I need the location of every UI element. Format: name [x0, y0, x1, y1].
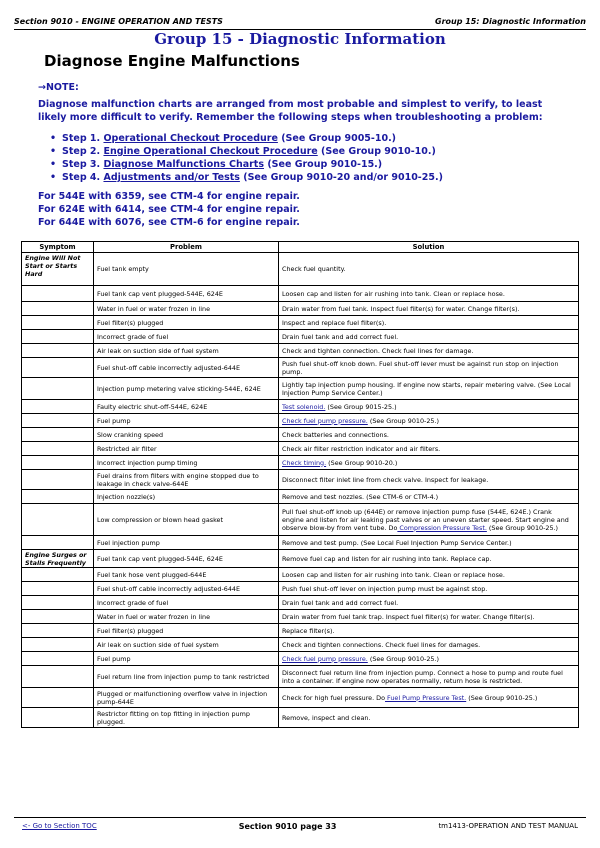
problem-cell: Fuel pump: [94, 414, 279, 428]
solution-cell: Check batteries and connections.: [279, 428, 579, 442]
solution-link[interactable]: Test solenoid.: [282, 402, 326, 411]
table-row: [22, 610, 579, 624]
solution-cell: [279, 414, 579, 428]
problem-cell: Air leak on suction side of fuel system: [94, 638, 279, 652]
step-ref: (See Group 9010-10.): [317, 146, 436, 157]
page-number: Section 9010 page 33: [238, 822, 337, 831]
header-solution: Solution: [279, 242, 579, 253]
header-symptom: Symptom: [22, 242, 94, 253]
toc-link[interactable]: <- Go to Section TOC: [22, 822, 97, 830]
symptom-cell: [22, 286, 94, 302]
solution-cell: [279, 688, 579, 708]
symptom-cell: [22, 688, 94, 708]
symptom-cell: [22, 470, 94, 490]
problem-cell: Fuel drains from filters with engine stopped due to leakage in check valve-644E: [94, 470, 279, 490]
table-row: [22, 400, 579, 414]
solution-ref: (See Group 9010-20.): [326, 458, 398, 467]
step-item: [50, 171, 443, 184]
symptom-cell: [22, 708, 94, 728]
problem-cell: Restrictor fitting on top fitting in injection pump plugged.: [94, 708, 279, 728]
solution-cell: Remove and test pump. (See Local Fuel Injection Pump Service Center.): [279, 536, 579, 550]
step-ref: (See Group 9010-20 and/or 9010-25.): [239, 172, 443, 183]
table-row: [22, 428, 579, 442]
solution-cell: Loosen cap and listen for air rushing into tank. Clean or replace hose.: [279, 568, 579, 582]
solution-cell: Check and tighten connection. Check fuel lines for damage.: [279, 344, 579, 358]
symptom-cell: [22, 378, 94, 400]
table-row: [22, 708, 579, 728]
solution-cell: Lightly tap injection pump housing. If engine now starts, repair metering valve. (See Local Injection Pump Service Center.): [279, 378, 579, 400]
problem-cell: Fuel tank cap vent plugged-544E, 624E: [94, 550, 279, 568]
ctm-line: For 624E with 6414, see CTM-4 for engine repair.: [38, 204, 300, 215]
solution-cell: Remove and test nozzles. (See CTM-6 or CTM-4.): [279, 490, 579, 504]
solution-text: Pull fuel shut-off knob up (644E) or remove injection pump fuse (544E, 624E.) Crank engine and listen for air leaking past valves or an uneven starter speed. Start engine and observe blow-by from vent tube. Do: [282, 507, 569, 532]
symptom-cell: [22, 330, 94, 344]
page-title: Diagnose Engine Malfunctions: [44, 52, 300, 70]
solution-cell: Check air filter restriction indicator and air filters.: [279, 442, 579, 456]
table-row: [22, 330, 579, 344]
problem-cell: Injection nozzle(s): [94, 490, 279, 504]
problem-cell: Fuel tank cap vent plugged-544E, 624E: [94, 286, 279, 302]
manual-name: tm1413-OPERATION AND TEST MANUAL: [438, 822, 578, 830]
problem-cell: Injection pump metering valve sticking-544E, 624E: [94, 378, 279, 400]
solution-cell: [279, 400, 579, 414]
solution-cell: Check fuel quantity.: [279, 253, 579, 286]
problem-cell: Fuel filter(s) plugged: [94, 316, 279, 330]
symptom-cell: [22, 358, 94, 378]
steps-list: [50, 132, 443, 184]
table-row: [22, 286, 579, 302]
step-link[interactable]: Diagnose Malfunctions Charts: [103, 159, 265, 170]
solution-link[interactable]: Fuel Pump Pressure Test.: [385, 693, 467, 702]
solution-cell: Push fuel shut-off lever on injection pump must be against stop.: [279, 582, 579, 596]
solution-cell: Drain fuel tank and add correct fuel.: [279, 596, 579, 610]
solution-text: Check for high fuel pressure. Do: [282, 693, 386, 702]
solution-link[interactable]: Check fuel pump pressure.: [282, 416, 368, 425]
symptom-cell: [22, 400, 94, 414]
table-row: [22, 302, 579, 316]
solution-ref: (See Group 9010-25.): [486, 523, 559, 532]
ctm-line: For 644E with 6076, see CTM-6 for engine repair.: [38, 217, 300, 228]
group-title: Group 15 - Diagnostic Information: [154, 30, 446, 48]
diagnostic-table: [21, 241, 579, 728]
solution-cell: Inspect and replace fuel filter(s).: [279, 316, 579, 330]
symptom-cell: [22, 414, 94, 428]
table-row: [22, 624, 579, 638]
footer-divider: [14, 817, 586, 818]
symptom-cell: [22, 638, 94, 652]
symptom-cell: [22, 652, 94, 666]
step-prefix: Step 2.: [62, 146, 104, 157]
table-row: [22, 688, 579, 708]
solution-ref: (See Group 9010-25.): [466, 693, 538, 702]
symptom-cell: Engine Surges or Stalls Frequently: [22, 550, 94, 568]
solution-cell: Drain water from fuel tank. Inspect fuel filter(s) for water. Change filter(s).: [279, 302, 579, 316]
solution-link[interactable]: Check timing.: [282, 458, 327, 467]
solution-ref: (See Group 9010-25.): [367, 654, 439, 663]
symptom-cell: [22, 610, 94, 624]
solution-link[interactable]: Check fuel pump pressure.: [282, 654, 368, 663]
symptom-cell: [22, 490, 94, 504]
problem-cell: Incorrect injection pump timing: [94, 456, 279, 470]
table-row: [22, 536, 579, 550]
table-row: [22, 582, 579, 596]
table-row: [22, 490, 579, 504]
solution-cell: [279, 504, 579, 536]
header-section: Section 9010 - ENGINE OPERATION AND TESTS: [14, 17, 223, 26]
step-item: [50, 158, 443, 171]
table-row: [22, 470, 579, 490]
symptom-cell: [22, 624, 94, 638]
intro-paragraph: Diagnose malfunction charts are arranged from most probable and simplest to verify, to least likely more difficult to verify. Remember the following steps when troubleshooting a problem:: [38, 99, 543, 123]
problem-cell: Air leak on suction side of fuel system: [94, 344, 279, 358]
step-ref: (See Group 9005-10.): [277, 133, 397, 144]
table-row: [22, 652, 579, 666]
step-link[interactable]: Engine Operational Checkout Procedure: [103, 146, 318, 157]
solution-cell: Drain fuel tank and add correct fuel.: [279, 330, 579, 344]
step-prefix: Step 3.: [62, 159, 104, 170]
symptom-cell: [22, 568, 94, 582]
ctm-line: For 544E with 6359, see CTM-4 for engine repair.: [38, 191, 300, 202]
symptom-cell: Engine Will Not Start or Starts Hard: [22, 253, 94, 286]
symptom-cell: [22, 344, 94, 358]
step-link[interactable]: Adjustments and/or Tests: [103, 172, 240, 183]
step-link[interactable]: Operational Checkout Procedure: [103, 133, 278, 144]
problem-cell: Fuel injection pump: [94, 536, 279, 550]
symptom-cell: [22, 428, 94, 442]
symptom-cell: [22, 316, 94, 330]
solution-cell: Loosen cap and listen for air rushing into tank. Clean or replace hose.: [279, 286, 579, 302]
step-ref: (See Group 9010-15.): [264, 159, 383, 170]
solution-cell: Remove fuel cap and listen for air rushing into tank. Replace cap.: [279, 550, 579, 568]
problem-cell: Fuel return line from injection pump to tank restricted: [94, 666, 279, 688]
problem-cell: Fuel tank empty: [94, 253, 279, 286]
problem-cell: Incorrect grade of fuel: [94, 596, 279, 610]
step-prefix: Step 1.: [62, 133, 104, 144]
header-problem: Problem: [94, 242, 279, 253]
problem-cell: Plugged or malfunctioning overflow valve in injection pump-644E: [94, 688, 279, 708]
symptom-cell: [22, 456, 94, 470]
solution-cell: Remove, inspect and clean.: [279, 708, 579, 728]
symptom-cell: [22, 596, 94, 610]
table-row: [22, 550, 579, 568]
table-row: [22, 666, 579, 688]
page-footer: [22, 822, 578, 831]
table-row: [22, 504, 579, 536]
solution-cell: Drain water from fuel tank trap. Inspect fuel filter(s) for water. Change filter(s).: [279, 610, 579, 624]
step-item: [50, 132, 443, 145]
symptom-cell: [22, 504, 94, 536]
table-row: [22, 568, 579, 582]
header-group: Group 15: Diagnostic Information: [435, 17, 586, 26]
problem-cell: Slow cranking speed: [94, 428, 279, 442]
table-row: [22, 596, 579, 610]
solution-ref: (See Group 9010-25.): [367, 416, 439, 425]
table-header-row: [22, 242, 579, 253]
problem-cell: Incorrect grade of fuel: [94, 330, 279, 344]
symptom-cell: [22, 666, 94, 688]
step-prefix: Step 4.: [62, 172, 104, 183]
problem-cell: Fuel tank hose vent plugged-644E: [94, 568, 279, 582]
table-row: [22, 378, 579, 400]
problem-cell: Fuel filter(s) plugged: [94, 624, 279, 638]
solution-cell: [279, 456, 579, 470]
table-row: [22, 344, 579, 358]
table-row: [22, 358, 579, 378]
solution-link[interactable]: Compression Pressure Test.: [397, 523, 487, 532]
table-body: [22, 253, 579, 728]
symptom-cell: [22, 442, 94, 456]
problem-cell: Water in fuel or water frozen in line: [94, 302, 279, 316]
table-row: [22, 253, 579, 286]
solution-cell: Check and tighten connections. Check fuel lines for damages.: [279, 638, 579, 652]
symptom-cell: [22, 536, 94, 550]
problem-cell: Low compression or blown head gasket: [94, 504, 279, 536]
table-row: [22, 316, 579, 330]
solution-cell: [279, 652, 579, 666]
table-row: [22, 442, 579, 456]
table-row: [22, 456, 579, 470]
ctm-references: [38, 190, 300, 229]
problem-cell: Fuel shut-off cable incorrectly adjusted-644E: [94, 358, 279, 378]
step-item: [50, 145, 443, 158]
problem-cell: Fuel pump: [94, 652, 279, 666]
solution-cell: Disconnect fuel return line from injection pump. Connect a hose to pump and route fuel into a container. If engine now operates normally, return hose is restricted.: [279, 666, 579, 688]
solution-cell: Replace filter(s).: [279, 624, 579, 638]
problem-cell: Water in fuel or water frozen in line: [94, 610, 279, 624]
table-row: [22, 638, 579, 652]
solution-ref: (See Group 9015-25.): [325, 402, 397, 411]
problem-cell: Restricted air filter: [94, 442, 279, 456]
problem-cell: Fuel shut-off cable incorrectly adjusted-644E: [94, 582, 279, 596]
solution-cell: Disconnect filter inlet line from check valve. Inspect for leakage.: [279, 470, 579, 490]
solution-cell: Push fuel shut-off knob down. Fuel shut-off lever must be against run stop on injection pump.: [279, 358, 579, 378]
page-header: [14, 4, 586, 26]
problem-cell: Faulty electric shut-off-544E, 624E: [94, 400, 279, 414]
table-row: [22, 414, 579, 428]
symptom-cell: [22, 302, 94, 316]
symptom-cell: [22, 582, 94, 596]
note-label: →NOTE:: [38, 82, 79, 93]
